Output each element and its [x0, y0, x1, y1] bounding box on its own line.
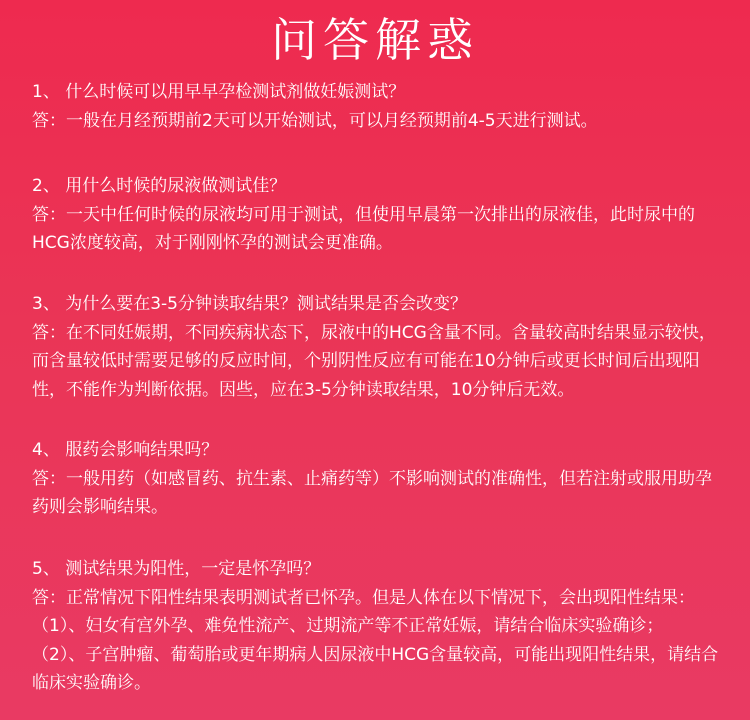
answer: 答：在不同妊娠期，不同疾病状态下，尿液中的HCG含量不同。含量较高时结果显示较快，而含量较低时需要足够的反应时间，个别阴性反应有可能在10分钟后或更长时间后出现阳性，不能作为判断依据。因些，应在3-5分钟读取结果，10分钟后无效。: [32, 322, 716, 400]
answer-line: （2）、子宫肿瘤、葡萄胎或更年期病人因尿液中HCG含量较高，可能出现阳性结果，请结合临床实验确诊。: [32, 644, 719, 693]
answer: 答：一般用药（如感冒药、抗生素、止痛药等）不影响测试的准确性，但若注射或服用助孕药则会影响结果。: [32, 468, 712, 517]
answer: 答：一般在月经预期前2天可以开始测试，可以月经预期前4-5天进行测试。: [32, 110, 598, 131]
page-title: 问答解惑: [271, 13, 479, 67]
answer-line: 答：正常情况下阳性结果表明测试者已怀孕。但是人体在以下情况下，会出现阳性结果：: [32, 587, 695, 608]
qa-item: [32, 172, 722, 258]
answer-line: （1）、妇女有宫外孕、难免性流产、过期流产等不正常妊娠，请结合临床实验确诊；: [32, 616, 664, 636]
question: 2、 用什么时候的尿液做测试佳？: [32, 176, 287, 196]
qa-item: [32, 78, 722, 135]
answer: 答：一天中任何时候的尿液均可用于测试，但使用早晨第一次排出的尿液佳，此时尿中的HCG浓度较高，对于刚刚怀孕的测试会更准确。: [32, 204, 695, 253]
qa-item: [32, 436, 722, 522]
question: 5、 测试结果为阳性，一定是怀孕吗？: [32, 559, 321, 579]
question: 4、 服药会影响结果吗？: [32, 440, 219, 460]
qa-item: [32, 555, 722, 698]
qa-item: [32, 290, 722, 404]
question: 3、 为什么要在3-5分钟读取结果？测试结果是否会改变？: [32, 294, 467, 314]
question: 1、 什么时候可以用早早孕检测试剂做妊娠测试？: [32, 82, 406, 102]
